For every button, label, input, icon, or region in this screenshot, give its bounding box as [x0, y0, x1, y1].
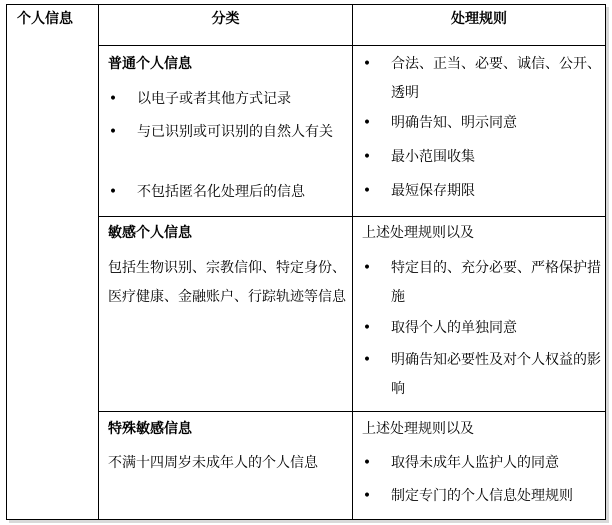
bullet-icon: •	[362, 455, 372, 471]
col-divider-1	[98, 5, 99, 519]
header-rules: 处理规则	[451, 11, 507, 27]
bullet-icon: •	[362, 56, 372, 72]
list-item: • 明确告知、明示同意	[362, 109, 602, 138]
list-item: • 不包括匿名化处理后的信息	[108, 178, 348, 207]
list-item: • 制定专门的个人信息处理规则	[362, 482, 602, 511]
row-divider-2	[98, 411, 605, 412]
bullet-icon: •	[362, 149, 372, 165]
bullet-icon: •	[108, 184, 118, 200]
bullet-icon: •	[362, 320, 372, 336]
list-item: • 与已识别或可识别的自然人有关	[108, 118, 348, 176]
list-item: • 特定目的、充分必要、严格保护措施	[362, 254, 602, 312]
category-description-sensitive: 包括生物识别、宗教信仰、特定身份、医疗健康、金融账户、行踪轨迹等信息	[108, 260, 346, 305]
category-title-general: 普通个人信息	[108, 56, 192, 72]
category-title-special: 特殊敏感信息	[108, 421, 192, 437]
bullet-icon: •	[108, 91, 118, 107]
personal-info-table	[6, 4, 606, 520]
bullet-icon: •	[108, 124, 118, 140]
row-divider-1	[98, 216, 605, 217]
bullet-icon: •	[362, 488, 372, 504]
bullet-icon: •	[362, 260, 372, 276]
header-category: 分类	[211, 11, 240, 27]
list-item: • 最短保存期限	[362, 177, 602, 206]
list-item: • 取得个人的单独同意	[362, 314, 602, 343]
category-description-special: 不满十四周岁未成年人的个人信息	[108, 455, 318, 471]
rules-intro-special: 上述处理规则以及	[362, 421, 474, 437]
bullet-icon: •	[362, 183, 372, 199]
list-item: • 合法、正当、必要、诚信、公开、透明	[362, 50, 602, 108]
list-item: • 取得未成年人监护人的同意	[362, 449, 602, 478]
category-title-sensitive: 敏感个人信息	[108, 225, 192, 241]
bullet-icon: •	[362, 115, 372, 131]
list-item: • 最小范围收集	[362, 143, 602, 172]
col-divider-2	[352, 5, 353, 519]
rules-intro-sensitive: 上述处理规则以及	[362, 225, 474, 241]
list-item: • 以电子或者其他方式记录	[108, 85, 348, 114]
header-personal-info: 个人信息	[17, 11, 73, 27]
list-item: • 明确告知必要性及对个人权益的影响	[362, 346, 602, 404]
header-divider	[98, 45, 605, 46]
bullet-icon: •	[362, 352, 372, 368]
